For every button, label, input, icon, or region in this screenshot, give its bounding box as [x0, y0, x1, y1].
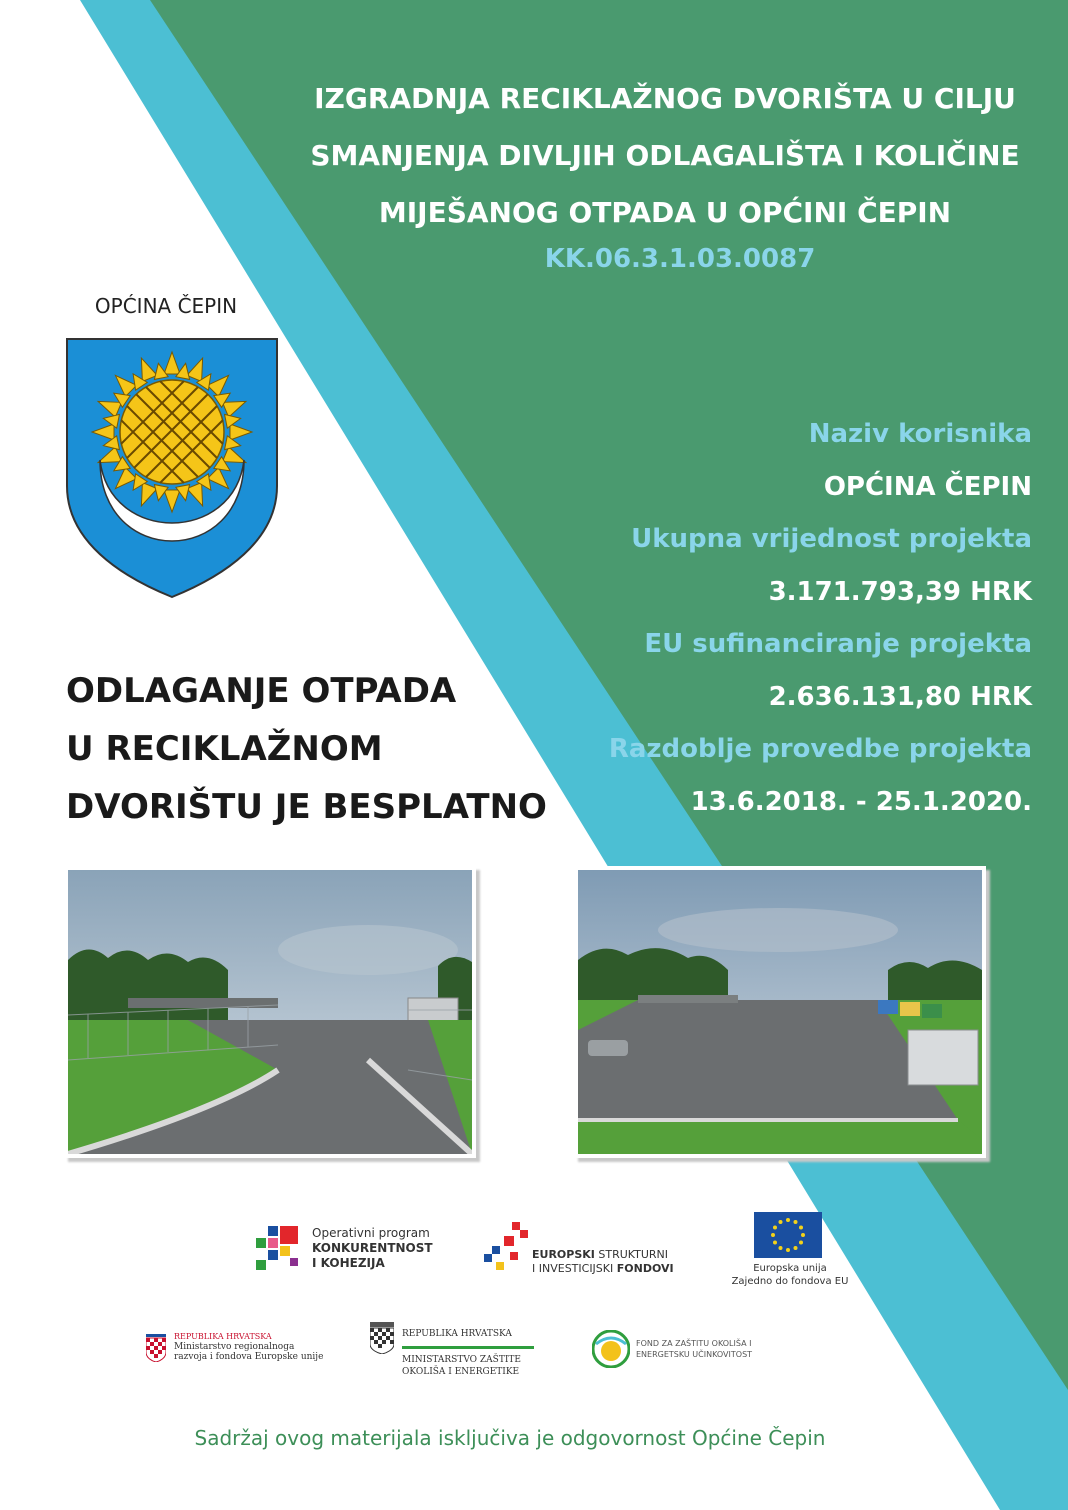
rh2-divider	[402, 1346, 534, 1349]
coat-of-arms-icon	[64, 336, 280, 600]
logo-ministry-regional-development	[146, 1332, 326, 1372]
esi-line-1-rest: STRUKTURNI	[594, 1248, 669, 1261]
beneficiary-value: OPĆINA ČEPIN	[823, 471, 1032, 502]
eu-cofinancing-label: EU sufinanciranje projekta	[644, 629, 1032, 659]
logo-european-union	[730, 1212, 850, 1292]
footer-disclaimer: Sadržaj ovog materijala isključiva je odgovornost Općine Čepin	[194, 1426, 826, 1450]
rh2-line-2: MINISTARSTVO ZAŠTITE	[402, 1355, 521, 1365]
esi-line-2-bold: FONDOVI	[616, 1262, 674, 1275]
project-code: KK.06.3.1.03.0087	[544, 244, 816, 274]
total-value: 3.171.793,39 HRK	[768, 576, 1032, 607]
beneficiary-label: Naziv korisnika	[808, 419, 1032, 449]
croatian-coat-bw-icon	[370, 1322, 394, 1354]
title-line-2: SMANJENJA DIVLJIH ODLAGALIŠTA I KOLIČINE	[310, 139, 1020, 172]
eu-flag-icon	[754, 1212, 822, 1258]
logo-esi-funds	[482, 1222, 692, 1278]
op-line-3: I KOHEZIJA	[312, 1256, 385, 1270]
logo-operational-programme	[256, 1226, 466, 1272]
fz-line-1: FOND ZA ZAŠTITU OKOLIŠA I	[636, 1339, 752, 1348]
rendering-photo-yard	[574, 866, 986, 1158]
period-value: 13.6.2018. - 25.1.2020.	[690, 786, 1032, 817]
op-line-1: Operativni program	[312, 1226, 430, 1240]
slogan-line-3: DVORIŠTU JE BESPLATNO	[66, 787, 547, 827]
rh2-line-1: REPUBLIKA HRVATSKA	[402, 1329, 512, 1339]
rh1-line-1: REPUBLIKA HRVATSKA	[174, 1332, 272, 1341]
op-line-2: KONKURENTNOST	[312, 1241, 433, 1255]
esi-line-1-bold: EUROPSKI	[532, 1248, 595, 1261]
eu-line-2: Zajedno do fondova EU	[731, 1276, 849, 1287]
croatian-coat-icon	[146, 1334, 166, 1362]
period-label: Razdoblje provedbe projekta	[608, 734, 1032, 764]
project-info	[572, 408, 1032, 828]
rendering-photo-entrance	[64, 866, 476, 1158]
rh1-line-3: razvoja i fondova Europske unije	[174, 1352, 324, 1362]
esi-stars-icon	[482, 1222, 538, 1276]
eu-cofinancing-value: 2.636.131,80 HRK	[768, 681, 1032, 712]
eu-line-1: Europska unija	[753, 1263, 827, 1274]
slogan-line-2: U RECIKLAŽNOM	[66, 729, 383, 769]
esi-line-2-rest: I INVESTICIJSKI	[532, 1262, 617, 1275]
slogan-line-1: ODLAGANJE OTPADA	[66, 671, 457, 711]
free-disposal-slogan	[66, 662, 586, 836]
fz-line-2: ENERGETSKU UČINKOVITOST	[636, 1350, 753, 1359]
logo-ministry-environment	[370, 1322, 550, 1382]
title-line-3: MIJEŠANOG OTPADA U OPĆINI ČEPIN	[378, 196, 952, 229]
municipality-name: OPĆINA ČEPIN	[94, 294, 238, 318]
logo-environmental-fund	[592, 1330, 792, 1374]
fund-sun-icon	[592, 1330, 630, 1368]
op-mosaic-icon	[256, 1226, 300, 1270]
title-line-1: IZGRADNJA RECIKLAŽNOG DVORIŠTA U CILJU	[314, 82, 1016, 115]
rh1-line-2: Ministarstvo regionalnoga	[174, 1342, 295, 1352]
rh2-line-3: OKOLIŠA I ENERGETIKE	[402, 1367, 520, 1377]
total-value-label: Ukupna vrijednost projekta	[631, 524, 1032, 554]
project-title	[300, 70, 1030, 241]
